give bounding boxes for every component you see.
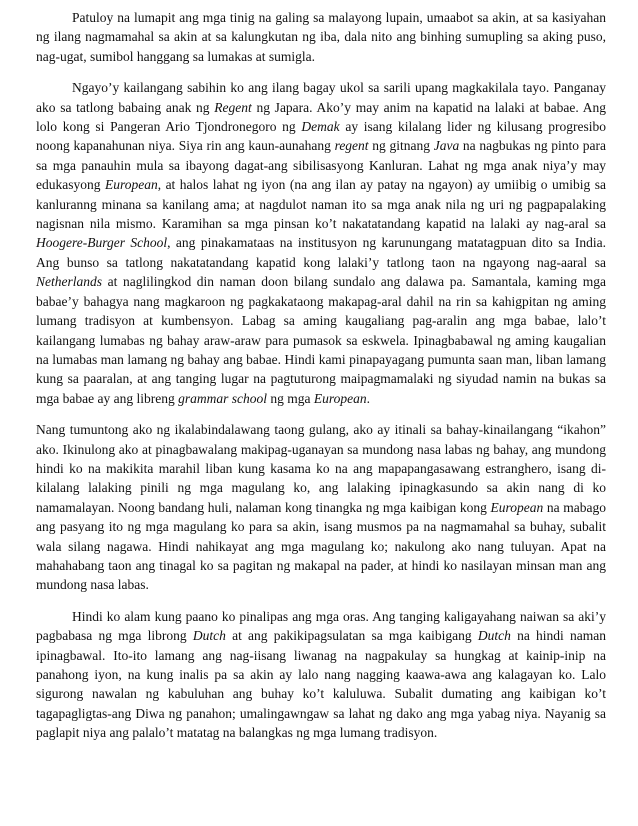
italic-term: grammar school <box>178 390 267 406</box>
text-run: ay isang kilalang lider ng kilusang progresibo noong kapanahunan niya. Siya rin ang kaun-aunahang <box>36 119 606 154</box>
italic-term: Java <box>433 138 460 154</box>
italic-term: Netherlands <box>36 274 102 290</box>
italic-term: regent <box>334 138 369 154</box>
paragraph-2 <box>36 78 606 408</box>
text-run: na hindi naman ipinagbawal. Ito-ito lamang ang nag-iisang liwanag na nagpakulay sa hungkag at kainip-inip na panahong iyon, na kung inalis pa sa akin ay lalo nang nagging kaawa-awa ang kalagayan ko. Lalo sigurong nawalan ng kabuluhan ang buhay ko’t kaluluwa. Subalit dumating ang kaibigan ko’t tagapagligtas-ang Diwa ng panahon; umalingawngaw sa lahat ng dako ang mga yabag niya. Nayanig sa paglapit niya ang palalo’t matatag na balangkas ng mga lumang tradisyon. <box>36 628 607 741</box>
paragraph-3 <box>36 420 606 595</box>
italic-term: European <box>313 390 367 406</box>
text-run: ng mga <box>266 390 314 406</box>
paragraph-4 <box>36 607 606 743</box>
text-run: na mabago ang pasyang ito ng mga magulang ko para sa akin, isang musmos pa na nagmamahal sa buhay, subalit wala silang nagawa. Hindi nahikayat ang mga magulang ko; nakulong ako nang tuluyan. Apat na mahahabang taon ang tinagal ko sa pagitan ng makapal na pader, at hindi ko nasilayan minsan man ang mundong nasa labas. <box>36 499 606 593</box>
text-run: . <box>366 390 370 406</box>
text-run: Ngayo’y kailangang sabihin ko ang ilang bagay ukol sa sarili upang magkakilala tayo. Panganay ako sa tatlong babaing anak ng <box>36 80 606 115</box>
italic-term: Hoogere-Burger School <box>36 235 168 251</box>
text-run: , at halos lahat ng iyon (na ang ilan ay patay na ngayon) ay umiibig o umibig sa kanluranng minana sa kanilang ama; at nagdulot naman ito sa mga anak nila ng uri ng pagpapalaking nagisnan nila mismo. Karamihan sa mga pinsan ko’t nakatatandang kapatid na lalaki ay nag-aral sa <box>36 177 606 232</box>
paragraph-1 <box>36 8 606 66</box>
text-run: na nagbukas ng pinto para sa mga panauhin mula sa ibayong dagat-ang sibilisasyong Kanluran. Lahat ng mga anak niya’y may edukasyong <box>36 138 606 193</box>
text-run: at ang pakikipagsulatan sa mga kaibigang <box>225 628 478 644</box>
text-run: ng gitnang <box>368 138 434 154</box>
italic-term: European <box>490 499 544 515</box>
text-run: ng Japara. Ako’y may anim na kapatid na lalaki at babae. Ang lolo kong si Pangeran Ario Tjondronegoro ng <box>36 99 607 135</box>
text-run: Hindi ko alam kung paano ko pinalipas ang mga oras. Ang tanging kaligayahang naiwan sa aki’y pagbabasa ng mga librong <box>36 608 606 644</box>
italic-term: Dutch <box>192 628 226 644</box>
text-run: , ang pinakamataas na institusyon ng karunungang matatagpuan dito sa India. Ang bunso sa tatlong nakatatandang kapatid kong lalaki’y tatlong taon na ngayong nag-aaral sa <box>36 235 606 270</box>
italic-term: Dutch <box>477 628 511 644</box>
italic-term: European <box>104 177 158 193</box>
text-run: at naglilingkod din naman doon bilang sundalo ang dalawa pa. Samantala, kaming mga babae’y bahagya nang magkaroon ng pagkakataong makapag-aral dahil na rin sa kahigpitan ng aming lumang tradisyon at kumbensyon. Labag sa aming kaugaliang pag-aralin ang mga babae, lalo’t kailangang lumabas ng bahay araw-araw para pumasok sa eskwela. Ipinagbabawal ng aming kaugalian na lumabas man lamang ng bahay ang babae. Hindi kami pinapayagang pumunta saan man, liban lamang kung sa paaralan, at ang tanging lugar na pagtuturong maipagmamalaki ng siyudad namin na bukas sa mga babae ay ang libreng <box>36 274 606 406</box>
italic-term: Demak <box>301 119 340 135</box>
text-run: Patuloy na lumapit ang mga tinig na galing sa malayong lupain, umaabot sa akin, at sa kasiyahan ng ilang nagmamahal sa akin at sa kalungkutan ng iba, dala nito ang binhing sumupling sa aking puso, nag-ugat, sumibol hanggang sa lumakas at sumigla. <box>36 10 606 64</box>
text-run: Nang tumuntong ako ng ikalabindalawang taong gulang, ako ay itinali sa bahay-kinailangang “ikahon” ako. Ikinulong ako at pinagbawalang makipag-uganayan sa mundong nasa labas ng bahay, ang mundong hindi ko na makikita marahil liban kung kasama ko na ang mapapangasawang estranghero, isang di-kilalang lalaking pinili ng mga magulang ko, ang lalaking ipinagkasundo sa akin nang di ko namamalayan. Noong bandang huli, nalaman kong tinangka ng mga kaibigan kong <box>36 422 606 515</box>
italic-term: Regent <box>214 99 252 115</box>
